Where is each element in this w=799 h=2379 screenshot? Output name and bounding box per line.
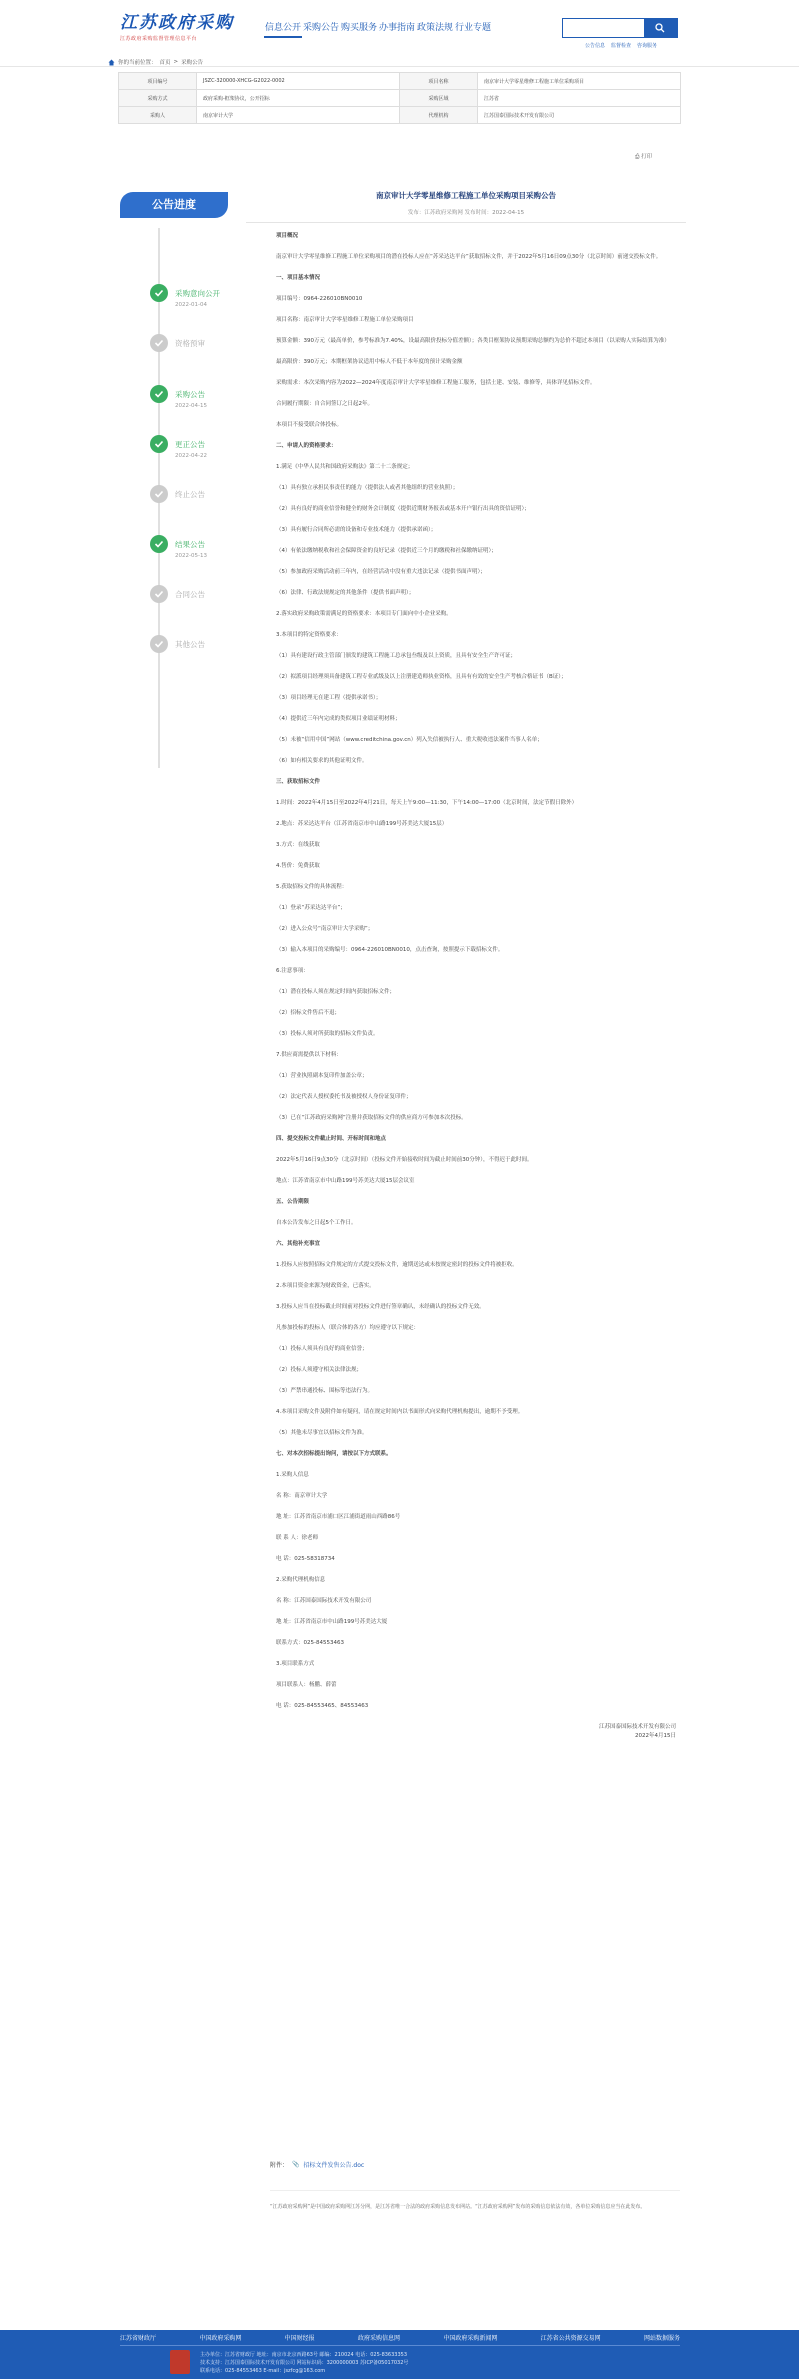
progress-step-date: 2022-04-22: [175, 453, 207, 459]
article-paragraph: 2.采购代理机构信息: [276, 1577, 326, 1583]
header: [0, 0, 799, 52]
progress-step-label: 终止公告: [175, 490, 205, 499]
check-icon: [150, 385, 168, 403]
breadcrumb-home[interactable]: 首页: [159, 60, 171, 66]
table-cell: 南京审计大学零星维修工程施工单位采购项目: [478, 73, 681, 90]
signature: 江苏国泰国际技术开发有限公司: [598, 1724, 676, 1730]
article-paragraph: （3）严禁串通投标、围标等违法行为。: [276, 1388, 374, 1394]
article-paragraph: 五、公告期限: [276, 1199, 310, 1205]
article-body: [276, 232, 676, 1741]
article-paragraph: 5.获取招标文件的具体流程：: [276, 884, 348, 890]
article-paragraph: 2.地点：苏采达达平台（江苏省南京市中山路199号苏美达大厦15层）: [276, 821, 448, 827]
table-cell: 采购人: [119, 107, 197, 124]
article-paragraph: （6）法律、行政法规规定的其他条件（提供书面声明）；: [276, 590, 415, 596]
article-paragraph: 本项目不接受联合体投标。: [276, 422, 343, 428]
search-button[interactable]: [644, 19, 677, 37]
footer-link[interactable]: 中国财经报: [284, 2335, 315, 2342]
table-cell: 采购区域: [400, 90, 478, 107]
article-title: 南京审计大学零星维修工程施工单位采购项目采购公告: [376, 191, 556, 200]
progress-title: 公告进度: [120, 192, 228, 218]
article-paragraph: 3.本项目的特定资格要求：: [276, 632, 342, 638]
government-badge-icon[interactable]: [170, 2350, 190, 2374]
article-paragraph: 二、申请人的资格要求：: [276, 443, 337, 449]
article-paragraph: 项目联系人：杨鹏、薛蕾: [276, 1682, 337, 1688]
article-paragraph: 4.本项目采购文件及附件如有疑问，请在规定时间内以书面形式向采购代理机构提出，逾期不予受理。: [276, 1409, 524, 1415]
article-meta: 发布：江苏政府采购网 发布时间：2022-04-15: [407, 210, 525, 216]
article-paragraph: （2）法定代表人授权委托书及被授权人身份证复印件；: [276, 1094, 412, 1100]
article-paragraph: 3.项目联系方式: [276, 1661, 315, 1667]
article-paragraph: 名 称：南京审计大学: [276, 1493, 328, 1499]
nav-item-guide[interactable]: 办事指南: [378, 23, 415, 33]
attachment-label: 附件：: [270, 2162, 289, 2169]
article-paragraph: （2）投标人须遵守相关法律法规；: [276, 1367, 363, 1373]
print-icon: ⎙: [635, 154, 640, 160]
article-paragraph: （3）具有履行合同所必需的设备和专业技术能力（提供承诺函）；: [276, 527, 437, 533]
article-paragraph: （5）其他未尽事宜以招标文件为准。: [276, 1430, 368, 1436]
progress-step-label: 结果公告: [175, 540, 205, 549]
article-paragraph: 项目编号：0964-226010BN0010: [276, 296, 363, 302]
article-paragraph: （5）参加政府采购活动前三年内，在经营活动中没有重大违法记录（提供书面声明）；: [276, 569, 486, 575]
article-paragraph: （3）投标人须对所获取的招标文件负责。: [276, 1031, 379, 1037]
search-input[interactable]: [562, 18, 678, 38]
article-paragraph: （2）具有良好的商业信誉和健全的财务会计制度（提供近期财务报表或基本开户银行出具的资信证明）；: [276, 506, 530, 512]
table-cell: 江苏省: [478, 90, 681, 107]
breadcrumb-prefix: 你的当前位置：: [118, 60, 157, 66]
logo-subtitle: 江苏政府采购监督管理信息平台: [120, 36, 198, 42]
nav-item-info[interactable]: 信息公开: [264, 20, 302, 38]
progress-step-date: 2022-01-04: [175, 302, 207, 308]
article-paragraph: 2.落实政府采购政策需满足的资格要求：本项目专门面向中小企业采购。: [276, 611, 452, 617]
article-paragraph: （5）未被“信用中国”网站（www.creditchina.gov.cn）列入失信被执行人、重大税收违法案件当事人名单；: [276, 737, 543, 743]
article-paragraph: 合同履行期限：自合同签订之日起2年。: [276, 401, 374, 407]
article-paragraph: 项目概况: [276, 233, 299, 239]
article-paragraph: 电 话：025-84553465、84553463: [276, 1703, 369, 1709]
article-paragraph: 预算金额：390万元（最高单价，参考标准为7.40%，设最高限价投标分值差额）；各类目框架协议预期采购总额约为总价不超过本项目（以采购人实际结算为准）: [276, 338, 670, 344]
footer-link[interactable]: 江苏省财政厅: [120, 2335, 157, 2342]
article-paragraph: （1）登录“苏采达达平台”；: [276, 905, 346, 911]
main-nav: [264, 20, 492, 38]
article-paragraph: 四、提交投标文件截止时间、开标时间和地点: [276, 1136, 387, 1142]
attachment-icon: 📎: [292, 2161, 300, 2168]
article-paragraph: 地 址：江苏省南京市浦口区江浦街道雨山西路86号: [276, 1514, 401, 1520]
link-notice[interactable]: 公告信息: [585, 43, 606, 49]
article-paragraph: （2）拟派项目经理须具备建筑工程专业贰级及以上注册建造师执业资格，且具有有效的安全生产考核合格证书（B证）；: [276, 674, 567, 680]
check-icon: [150, 334, 168, 352]
footer-info-line: 技术支持：江苏国泰国际技术开发有限公司 网站标识码：3200000003 苏ICP备05017032号: [200, 2360, 409, 2366]
article-paragraph: 7.供应商需提供以下材料：: [276, 1052, 342, 1058]
article-paragraph: 2.本项目资金来源为财政资金，已落实。: [276, 1283, 375, 1289]
article-paragraph: 名 称：江苏国泰国际技术开发有限公司: [276, 1598, 372, 1604]
article-paragraph: （1）营业执照副本复印件加盖公章；: [276, 1073, 368, 1079]
site-logo[interactable]: [120, 8, 240, 44]
article-paragraph: 6.注意事项：: [276, 968, 309, 974]
article-paragraph: （6）如有相关要求的其他证明文件。: [276, 758, 368, 764]
article-paragraph: 3.投标人应当在投标截止时间前对投标文件进行签章确认，未经确认的投标文件无效。: [276, 1304, 485, 1310]
footer-link[interactable]: 政府采购信息网: [357, 2335, 400, 2342]
publish-date: 2022年4月15日: [635, 1733, 676, 1739]
article-paragraph: 地点：江苏省南京市中山路199号苏美达大厦15层会议室: [276, 1178, 415, 1184]
article-paragraph: （3）已在“江苏政府采购网”注册并获取招标文件的供应商方可参加本次投标。: [276, 1115, 467, 1121]
footer-link[interactable]: 江苏省公共资源交易网: [540, 2335, 601, 2342]
check-icon: [150, 284, 168, 302]
breadcrumb-current[interactable]: 采购公告: [181, 60, 204, 66]
footer-link[interactable]: 网站数据服务: [643, 2335, 680, 2342]
progress-step-date: 2022-05-13: [175, 553, 207, 559]
article-paragraph: （2）招标文件售后不退；: [276, 1010, 341, 1016]
check-icon: [150, 535, 168, 553]
progress-step-label: 更正公告: [175, 440, 205, 449]
article-paragraph: 联 系 人：徐老师: [276, 1535, 318, 1541]
table-cell: 江苏国泰国际技术开发有限公司: [478, 107, 681, 124]
article-paragraph: 1.时间：2022年4月15日至2022年4月21日，每天上午9:00—11:30，下午14:00—17:00（北京时间，法定节假日除外）: [276, 800, 578, 806]
check-icon: [150, 585, 168, 603]
table-row: [119, 107, 681, 124]
progress-step-date: 2022-04-15: [175, 403, 207, 409]
article-paragraph: 六、其他补充事宜: [276, 1241, 321, 1247]
article-paragraph: 自本公告发布之日起5个工作日。: [276, 1220, 357, 1226]
article-header: [246, 185, 686, 223]
footer-link[interactable]: 中国政府采购网: [199, 2335, 242, 2342]
home-icon: [108, 59, 115, 66]
divider: [0, 66, 799, 67]
article-paragraph: （3）项目经理无在建工程（提供承诺书）；: [276, 695, 382, 701]
breadcrumb: 你的当前位置： 首页 > 采购公告: [108, 58, 203, 66]
article-paragraph: 南京审计大学零星维修工程施工单位采购项目的潜在投标人应在“苏采达达平台”获取招标文件，并于2022年5月16日09点30分（北京时间）前递交投标文件。: [276, 254, 662, 260]
article-paragraph: 凡参加投标的投标人（联合体的各方）均应遵守以下规定：: [276, 1325, 420, 1331]
check-icon: [150, 635, 168, 653]
article-paragraph: 七、对本次招标提出询问，请按以下方式联系。: [276, 1451, 392, 1457]
footer-link[interactable]: 中国政府采购新闻网: [443, 2335, 498, 2342]
footer-info: [200, 2351, 620, 2375]
header-links: [585, 42, 657, 49]
article-paragraph: 1.投标人应按照招标文件规定的方式提交投标文件，逾期送达或未按规定密封的投标文件将被拒收。: [276, 1262, 518, 1268]
print-label: 打印: [641, 154, 653, 160]
article-paragraph: （2）进入公众号“南京审计大学采购”；: [276, 926, 374, 932]
article-paragraph: 最高限价：390万元；本期框架协议适用中标人不低于本年度的预计采购金额: [276, 359, 463, 365]
article-paragraph: 3.方式：在线获取: [276, 842, 320, 848]
progress-step-label: 采购公告: [175, 390, 205, 399]
search-icon: [655, 23, 665, 33]
table-row: [119, 73, 681, 90]
article-paragraph: （1）具有独立承担民事责任的能力（提供法人或者其他组织的营业执照）；: [276, 485, 459, 491]
article-paragraph: 4.售价：免费获取: [276, 863, 320, 869]
project-info-table: [118, 72, 681, 124]
article-paragraph: 1.满足《中华人民共和国政府采购法》第二十二条规定；: [276, 464, 414, 470]
article-paragraph: （4）提供近三年内完成的类似项目业绩证明材料；: [276, 716, 401, 722]
article-paragraph: 电 话：025-58318734: [276, 1556, 335, 1562]
divider: [246, 222, 686, 223]
article-paragraph: 采购需求：本次采购内容为2022—2024年度南京审计大学零星维修工程施工服务，包括土建、安装、维修等，具体详见招标文件。: [276, 380, 596, 386]
article-paragraph: 地 址：江苏省南京市中山路199号苏美达大厦: [276, 1619, 388, 1625]
article-paragraph: （3）输入本项目的采购编号：0964-226010BN0010，点击查询，按照提示下载招标文件。: [276, 947, 504, 953]
table-cell: 项目编号: [119, 73, 197, 90]
link-supervision[interactable]: 监督检查: [611, 43, 632, 49]
progress-step-label: 采购意向公开: [175, 289, 220, 298]
article-paragraph: 一、项目基本情况: [276, 275, 321, 281]
nav-item-topics[interactable]: 行业专题: [454, 23, 491, 33]
nav-item-purchase-service[interactable]: 购买服务: [340, 23, 377, 33]
check-icon: [150, 485, 168, 503]
progress-step-label: 合同公告: [175, 590, 205, 599]
article-paragraph: （4）有依法缴纳税收和社会保障资金的良好记录（提供近三个月的缴税和社保缴纳证明）；: [276, 548, 497, 554]
article-paragraph: （1）投标人须具有良好的商业信誉；: [276, 1346, 368, 1352]
divider: [120, 2345, 680, 2346]
article-paragraph: 项目名称：南京审计大学零星维修工程施工单位采购项目: [276, 317, 414, 323]
nav-item-policy[interactable]: 政策法规: [416, 23, 453, 33]
progress-step-label: 其他公告: [175, 640, 205, 649]
progress-step-label: 资格预审: [175, 339, 205, 348]
article-paragraph: 1.采购人信息: [276, 1472, 309, 1478]
article-paragraph: 三、获取招标文件: [276, 779, 321, 785]
attachment: [270, 2160, 364, 2169]
article-paragraph: 2022年5月16日9点30分（北京时间）（投标文件开始接收时间为截止时间前30分钟），不得迟于此时间。: [276, 1157, 533, 1163]
table-cell: 项目名称: [400, 73, 478, 90]
print-button[interactable]: [635, 152, 652, 161]
nav-item-announcement[interactable]: 采购公告: [302, 23, 339, 33]
table-cell: 南京审计大学: [197, 107, 400, 124]
attachment-link[interactable]: 招标文件发售公告.doc: [303, 2162, 365, 2169]
logo-text: 江苏政府采购: [120, 13, 234, 33]
table-cell: JSZC-320000-XHCG-G2022-0002: [197, 73, 400, 90]
footer-info-line: 主办单位：江苏省财政厅 地址：南京市北京西路63号 邮编：210024 电话：025-83633353: [200, 2352, 408, 2358]
progress-panel: [120, 192, 228, 649]
article-paragraph: 联系方式：025-84553463: [276, 1640, 344, 1646]
table-cell: 采购方式: [119, 90, 197, 107]
table-cell: 政府采购-框架协议，公开招标: [197, 90, 400, 107]
footer-links: [120, 2333, 680, 2342]
table-cell: 代理机构: [400, 107, 478, 124]
article-paragraph: （1）潜在投标人须在规定时间内获取招标文件；: [276, 989, 396, 995]
site-note: “江苏政府采购网”是中国政府采购网江苏分网，是江苏省唯一合法的政府采购信息发布网站。“江苏政府采购网”发布的采购信息依法有效，各单位采购信息应当在此发布。: [270, 2190, 680, 2211]
link-consult[interactable]: 咨询服务: [637, 43, 658, 49]
check-icon: [150, 435, 168, 453]
table-row: [119, 90, 681, 107]
article-paragraph: （1）具有建设行政主管部门颁发的建筑工程施工总承包叁级及以上资质，且具有安全生产许可证；: [276, 653, 517, 659]
footer-info-line: 联系电话：025-84553463 E-mail：jszfcg@163.com: [200, 2368, 326, 2374]
